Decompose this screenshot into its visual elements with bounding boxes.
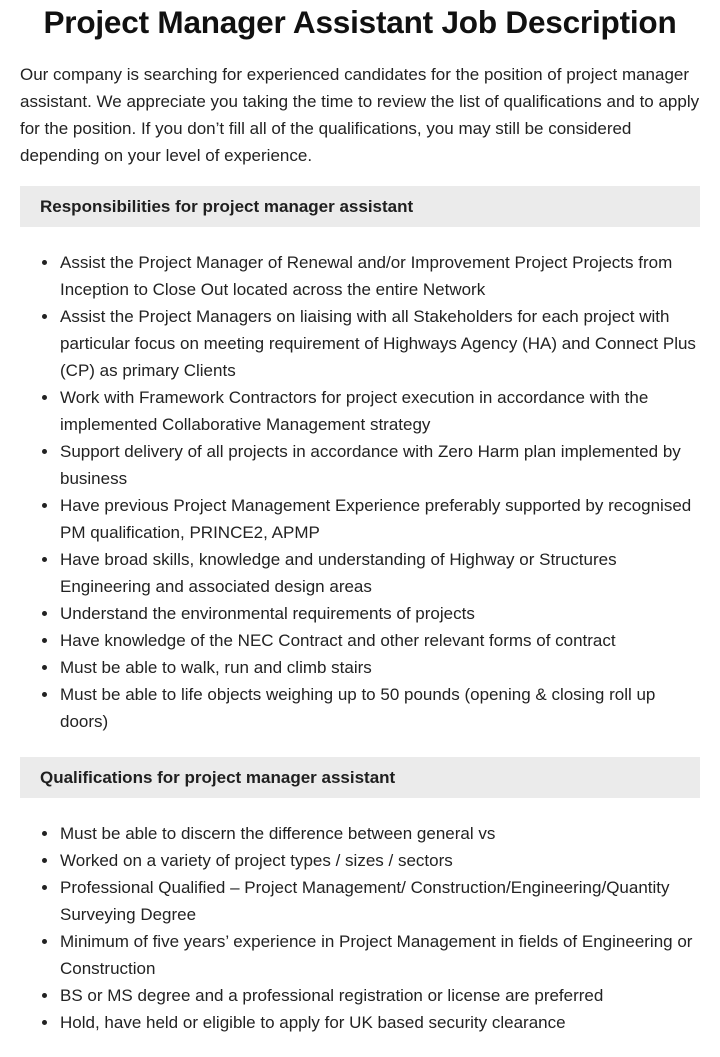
list-item: Must be able to life objects weighing up to 50 pounds (opening & closing roll up doors) bbox=[60, 681, 700, 735]
list-item: Work with Framework Contractors for project execution in accordance with the implemented Collaborative Management strategy bbox=[60, 384, 700, 438]
list-item: Have previous Project Management Experience preferably supported by recognised PM qualification, PRINCE2, APMP bbox=[60, 492, 700, 546]
list-item: Have knowledge of the NEC Contract and other relevant forms of contract bbox=[60, 627, 700, 654]
list-item: Understand the environmental requirements of projects bbox=[60, 600, 700, 627]
list-item: Worked on a variety of project types / sizes / sectors bbox=[60, 847, 700, 874]
list-item: Have broad skills, knowledge and understanding of Highway or Structures Engineering and associated design areas bbox=[60, 546, 700, 600]
list-item: Support delivery of all projects in accordance with Zero Harm plan implemented by business bbox=[60, 438, 700, 492]
list-item: Professional Qualified – Project Management/ Construction/Engineering/Quantity Surveying Degree bbox=[60, 874, 700, 928]
responsibilities-list bbox=[20, 249, 700, 735]
list-item: Assist the Project Manager of Renewal and/or Improvement Project Projects from Inception to Close Out located across the entire Network bbox=[60, 249, 700, 303]
list-item: Must be able to walk, run and climb stairs bbox=[60, 654, 700, 681]
page-title: Project Manager Assistant Job Description bbox=[43, 4, 677, 40]
list-item: Minimum of five years’ experience in Project Management in fields of Engineering or Construction bbox=[60, 928, 700, 982]
qualifications-list bbox=[20, 820, 700, 1036]
list-item: Assist the Project Managers on liaising with all Stakeholders for each project with particular focus on meeting requirement of Highways Agency (HA) and Connect Plus (CP) as primary Clients bbox=[60, 303, 700, 384]
qualifications-heading: Qualifications for project manager assistant bbox=[20, 757, 700, 798]
list-item: BS or MS degree and a professional registration or license are preferred bbox=[60, 982, 700, 1009]
list-item: Hold, have held or eligible to apply for UK based security clearance bbox=[60, 1009, 700, 1036]
intro-paragraph: Our company is searching for experienced candidates for the position of project manager assistant. We appreciate you taking the time to review the list of qualifications and to apply for the position. If you don’t fill all of the qualifications, you may still be considered depending on your level of experience. bbox=[20, 65, 700, 165]
list-item: Must be able to discern the difference between general vs bbox=[60, 820, 700, 847]
responsibilities-heading: Responsibilities for project manager assistant bbox=[20, 186, 700, 227]
